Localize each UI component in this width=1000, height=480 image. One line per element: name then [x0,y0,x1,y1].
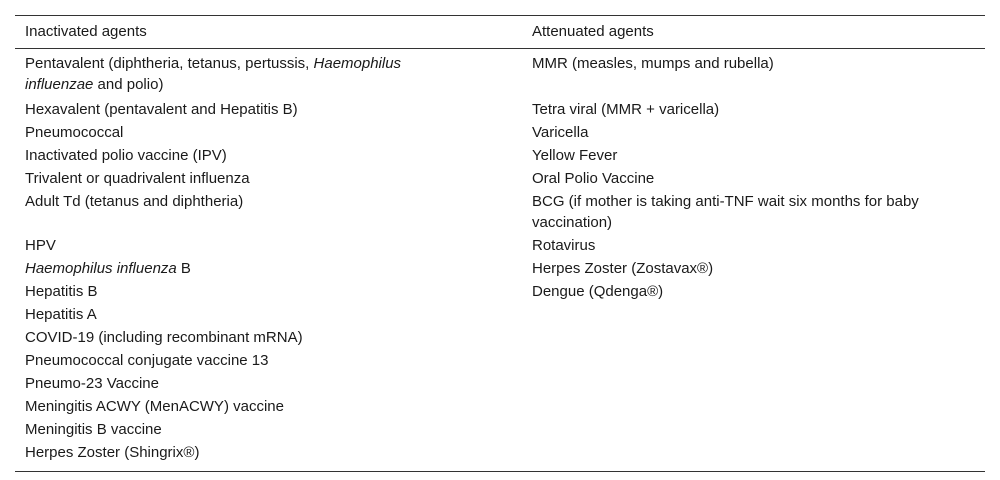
table-cell: Herpes Zoster (Zostavax®) [532,260,714,277]
table-cell: Inactivated polio vaccine (IPV) [25,147,227,164]
table-cell: HPV [25,237,56,254]
table-cell: Adult Td (tetanus and diphtheria) [25,193,244,210]
table-cell: Tetra viral (MMR + varicella) [532,101,720,118]
table-cell: Dengue (Qdenga®) [532,283,664,300]
header-inactivated-agents: Inactivated agents [25,23,147,40]
table-cell: Meningitis B vaccine [25,421,162,438]
table-cell: Hepatitis B [25,283,98,300]
table-body [15,49,985,472]
table-cell: Rotavirus [532,237,596,254]
table-cell: Pneumo-23 Vaccine [25,375,159,392]
table-cell: Hepatitis A [25,306,97,323]
table-cell: MMR (measles, mumps and rubella) [532,55,774,72]
table-cell: Pentavalent (diphtheria, tetanus, pertussis, Haemophilus influenzae and polio) [25,55,402,93]
table-cell: Haemophilus influenza B [25,260,191,277]
table-cell: COVID-19 (including recombinant mRNA) [25,329,303,346]
table-cell: Herpes Zoster (Shingrix®) [25,444,200,461]
table-cell: Trivalent or quadrivalent influenza [25,170,250,187]
table-cell: BCG (if mother is taking anti-TNF wait six months for baby vaccination) [532,193,919,231]
table-cell: Meningitis ACWY (MenACWY) vaccine [25,398,284,415]
inactivated-column [15,53,522,465]
header-attenuated-agents: Attenuated agents [532,23,654,40]
table-cell: Varicella [532,124,589,141]
attenuated-column [522,53,985,465]
vaccine-table [15,15,985,472]
table-cell: Pneumococcal [25,124,124,141]
table-cell: Hexavalent (pentavalent and Hepatitis B) [25,101,298,118]
table-cell: Oral Polio Vaccine [532,170,655,187]
table-cell: Yellow Fever [532,147,618,164]
table-header-row [15,15,985,49]
table-cell: Pneumococcal conjugate vaccine 13 [25,352,269,369]
